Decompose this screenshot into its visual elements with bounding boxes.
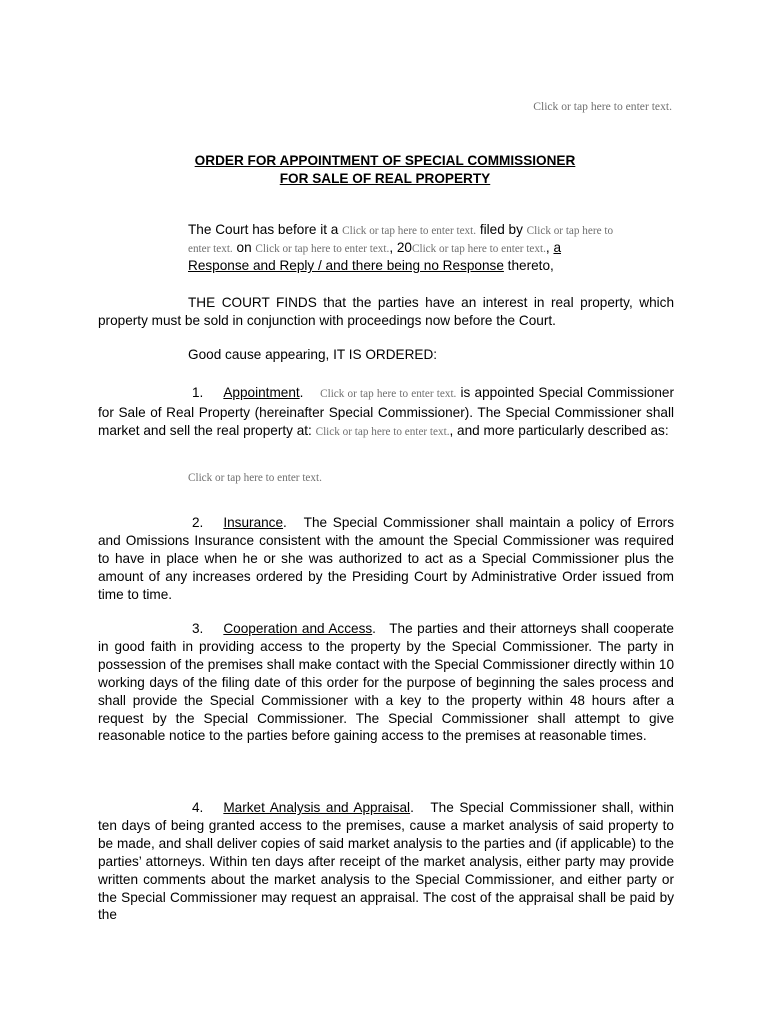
section-1-number: 1. (192, 385, 204, 400)
section-3-paragraph: 3. Cooperation and Access. The parties and their attorneys shall cooperate in good faith in providing access to the property by the Special Commissioner. The party in possession of the premises shall make contact with the Special Commissioner directly within 10 working days of the filing date of this order for the purpose of beginning the sales process and shall provide the Special Commissioner with a key to the property within 48 hours after a request by the Special Commissioner. The Special Commissioner shall attempt to give reasonable notice to the parties before gaining access to the premises at reasonable times. (98, 621, 674, 744)
section-1-paragraph: 1. Appointment. Click or tap here to enter text. is appointed Special Commissioner for Sale of Real Property (hereinafter Special Commissioner). The Special Commissioner shall market and sell the real property at: Click or tap here to enter text., and more particularly described as: (98, 385, 675, 438)
section-2-heading: Insurance (223, 515, 284, 530)
intro-line-3 (188, 258, 554, 273)
section-2-number: 2. (192, 515, 204, 530)
section-1-field-address[interactable]: Click or tap here to enter text. (315, 425, 450, 438)
intro-response-choice[interactable]: Response and Reply / and there being no Response (188, 258, 504, 273)
section-3-text: The parties and their attorneys shall cooperate in good faith in providing access to the property by the Special Commissioner. The party in possession of the premises shall make contact with the Special Commissioner directly within 10 working days of the filing date of this order for the purpose of beginning the sales process and shall provide the Special Commissioner with a key to the property within 48 hours after a request by the Special Commissioner. The Special Commissioner shall attempt to give reasonable notice to the parties before gaining access to the premises at reasonable times. (98, 621, 674, 744)
intro-field-3[interactable]: Click or tap here to enter text. (255, 243, 390, 255)
intro-text-d: , 20 (389, 240, 412, 255)
header-text-field[interactable]: Click or tap here to enter text. (533, 100, 672, 113)
document-title-line-1: ORDER FOR APPOINTMENT OF SPECIAL COMMISSIONER (194, 153, 576, 168)
section-4-paragraph: 4. Market Analysis and Appraisal. The Special Commissioner shall, within ten days of being granted access to the premises, cause a market analysis of said property to be made, and shall deliver copies of said market analysis to the parties and (if applicable) to the parties’ attorneys. Within ten days after receipt of the market analysis, either party may provide written comments about the market analysis to the Special Commissioner, and either party or the Special Commissioner may request an appraisal. The cost of the appraisal shall be paid by the (98, 800, 674, 923)
ordered-line: Good cause appearing, IT IS ORDERED: (188, 347, 438, 362)
section-1-field-name[interactable]: Click or tap here to enter text. (320, 388, 457, 400)
intro-field-2[interactable]: Click or tap here to (526, 225, 614, 237)
intro-field-2-cont[interactable]: enter text. (188, 243, 233, 255)
section-1-field-description[interactable]: Click or tap here to enter text. (188, 472, 322, 484)
section-4-heading: Market Analysis and Appraisal (223, 800, 411, 815)
section-3-number: 3. (192, 621, 204, 636)
intro-text-b: filed by (476, 222, 527, 237)
section-3-heading: Cooperation and Access (223, 621, 373, 636)
court-finds-paragraph: THE COURT FINDS that the parties have an interest in real property, which property must be sold in conjunction with proceedings now before the Court. (98, 295, 674, 328)
section-2-paragraph: 2. Insurance. The Special Commissioner shall maintain a policy of Errors and Omissions Insurance consistent with the amount the Special Commissioner was required to have in place when he or she was authorized to act as a Special Commissioner plus the amount of any increases ordered by the Presiding Court by Administrative Order issued from time to time. (98, 515, 674, 602)
intro-underlined-a: a (553, 240, 562, 255)
section-1-text-b: , and more particularly described as: (449, 422, 669, 438)
intro-text-f: thereto, (503, 258, 554, 273)
section-4-text: The Special Commissioner shall, within ten days of being granted access to the premises, cause a market analysis of said property to be made, and shall deliver copies of said market analysis to the parties and (if applicable) to the parties’ attorneys. Within ten days after receipt of the market analysis, either party may provide written comments about the market analysis to the Special Commissioner, and either party or the Special Commissioner may request an appraisal. The cost of the appraisal shall be paid by the (98, 800, 674, 923)
section-4-number: 4. (192, 800, 204, 815)
intro-field-4[interactable]: Click or tap here to enter text. (412, 243, 546, 255)
intro-text-e: , (545, 240, 554, 255)
intro-text-a: The Court has before it a (188, 222, 343, 237)
section-1-text-a: is appointed Special Commissioner for Sale of Real Property (hereinafter Special Commissioner). The Special Commissioner shall market and sell the real property at: (98, 385, 675, 438)
intro-line-1 (188, 222, 613, 237)
section-1-heading: Appointment (223, 385, 300, 400)
intro-field-1[interactable]: Click or tap here to enter text. (342, 225, 477, 237)
section-2-text: The Special Commissioner shall maintain a policy of Errors and Omissions Insurance consistent with the amount the Special Commissioner was required to have in place when he or she was authorized to act as a Special Commissioner plus the amount of any increases ordered by the Presiding Court by Administrative Order issued from time to time. (98, 515, 674, 602)
intro-line-2 (188, 240, 561, 255)
intro-text-c: on (232, 240, 256, 255)
document-title-line-2: FOR SALE OF REAL PROPERTY (279, 171, 491, 186)
